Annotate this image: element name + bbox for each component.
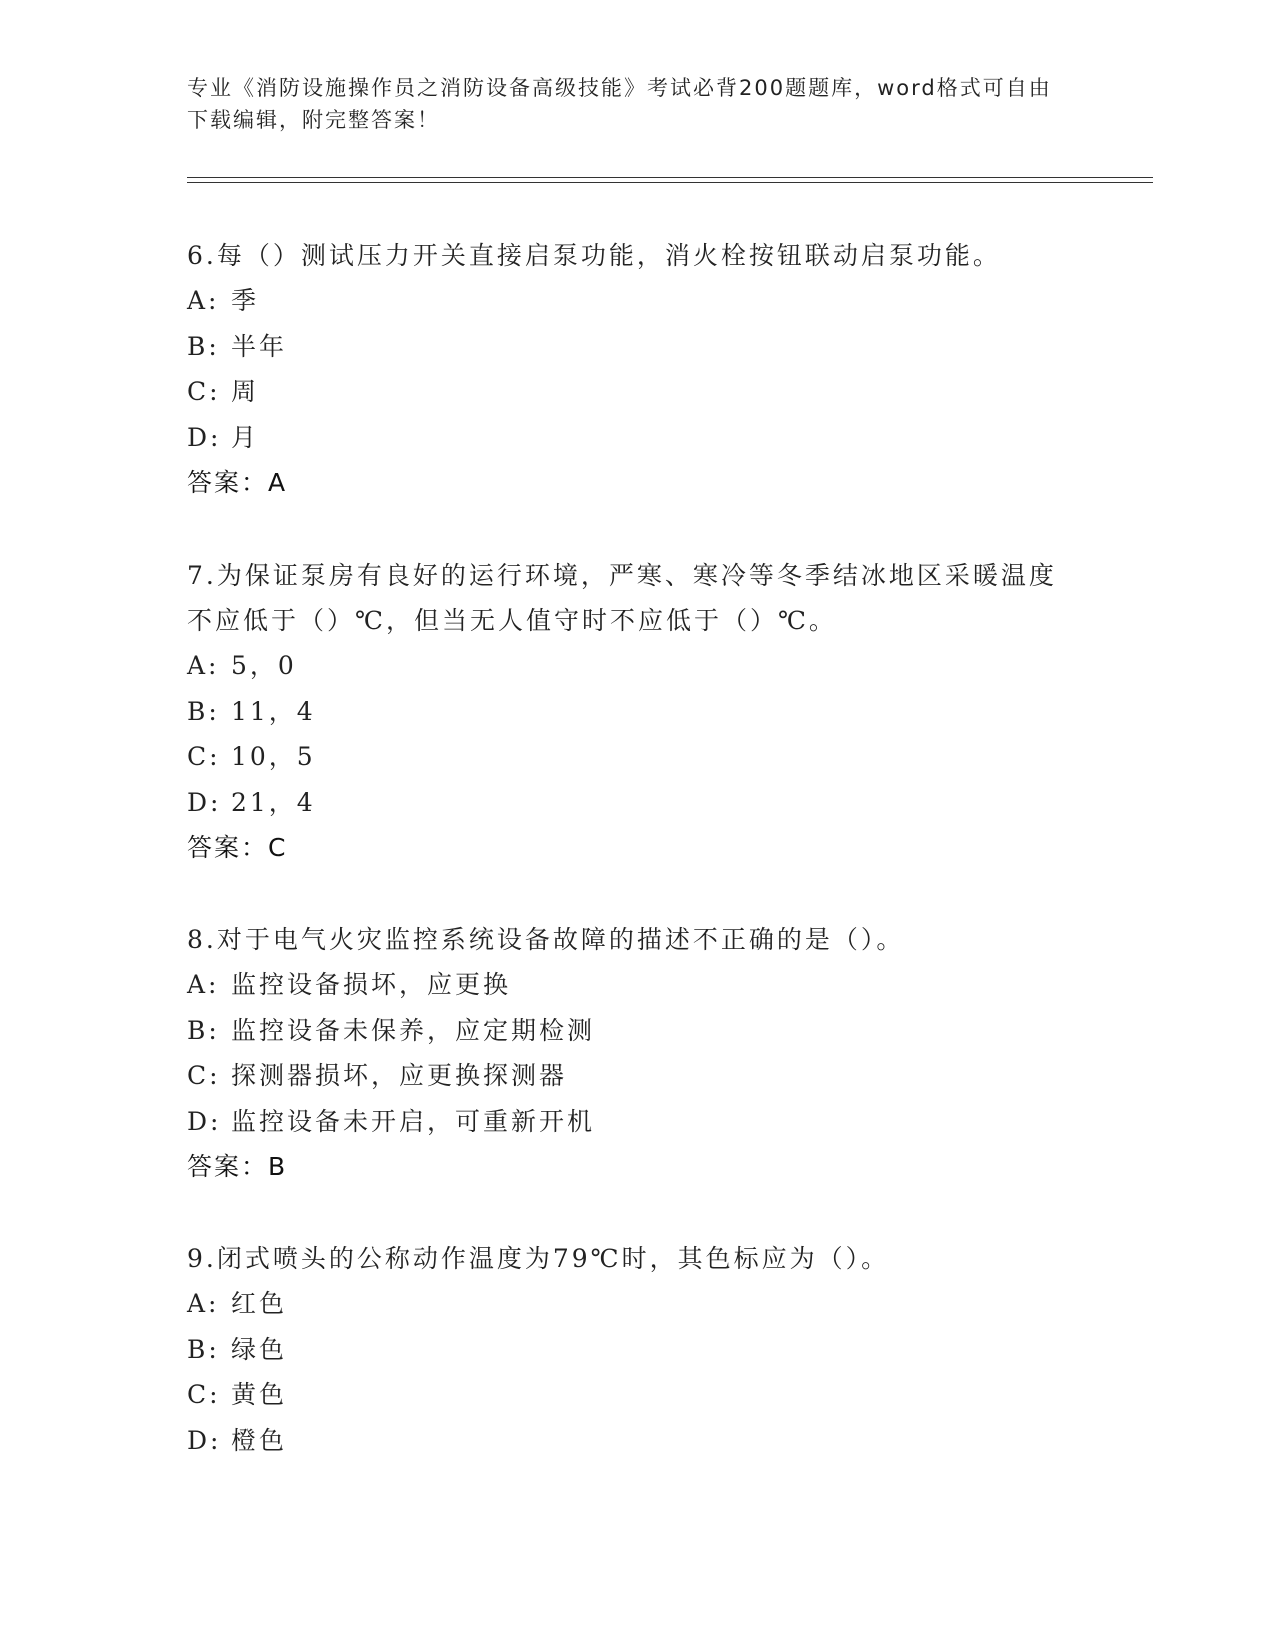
question-stem: 8.对于电气火灾监控系统设备故障的描述不正确的是（）。 xyxy=(187,925,905,954)
option-b xyxy=(187,324,1067,370)
option-letter: C: xyxy=(187,742,221,771)
document-header: 专业《消防设施操作员之消防设备高级技能》考试必背200题题库，word格式可自由下载编辑，附完整答案！ xyxy=(187,76,1052,132)
option-text: 周 xyxy=(231,377,260,406)
option-text: 5，0 xyxy=(231,651,297,680)
option-text: 半年 xyxy=(231,331,288,361)
answer-line: 答案：B xyxy=(187,1152,288,1181)
option-letter: B: xyxy=(187,1015,220,1045)
option-letter: A: xyxy=(187,1289,220,1318)
option-text: 绿色 xyxy=(231,1334,288,1364)
option-d xyxy=(187,780,1067,826)
question-8 xyxy=(187,917,1067,1190)
option-text: 监控设备未开启，可重新开机 xyxy=(231,1106,596,1136)
option-letter: D: xyxy=(187,422,222,452)
option-a xyxy=(187,278,1067,324)
option-c xyxy=(187,734,1067,780)
option-d xyxy=(187,1418,1067,1464)
option-text: 红色 xyxy=(231,1289,288,1318)
option-text: 季 xyxy=(231,286,260,315)
option-text: 11，4 xyxy=(231,696,316,726)
option-letter: B: xyxy=(187,1334,220,1364)
option-text: 探测器损坏，应更换探测器 xyxy=(231,1061,568,1090)
option-text: 月 xyxy=(231,422,260,452)
option-letter: D: xyxy=(187,1425,222,1455)
option-letter: A: xyxy=(187,651,220,680)
question-stem: 6.每（）测试压力开关直接启泵功能，消火栓按钮联动启泵功能。 xyxy=(187,241,1001,270)
option-text: 21，4 xyxy=(231,787,316,817)
option-c xyxy=(187,1372,1067,1418)
option-b xyxy=(187,1327,1067,1373)
option-text: 10，5 xyxy=(231,742,316,771)
question-stem: 9.闭式喷头的公称动作温度为79℃时，其色标应为（）。 xyxy=(187,1244,890,1273)
option-b xyxy=(187,689,1067,735)
option-letter: A: xyxy=(187,970,220,999)
option-letter: B: xyxy=(187,331,220,361)
option-text: 监控设备损坏，应更换 xyxy=(231,970,512,999)
option-a xyxy=(187,962,1067,1008)
option-text: 监控设备未保养，应定期检测 xyxy=(231,1015,596,1045)
option-b xyxy=(187,1008,1067,1054)
option-letter: D: xyxy=(187,1106,222,1136)
option-letter: C: xyxy=(187,377,221,406)
option-c xyxy=(187,369,1067,415)
question-6 xyxy=(187,233,1067,506)
option-letter: A: xyxy=(187,286,220,315)
question-stem: 7.为保证泵房有良好的运行环境，严寒、寒冷等冬季结冰地区采暖温度不应低于（）℃，但当无人值守时不应低于（）℃。 xyxy=(187,561,1057,635)
question-9 xyxy=(187,1236,1067,1463)
option-d xyxy=(187,415,1067,461)
option-d xyxy=(187,1099,1067,1145)
option-text: 黄色 xyxy=(231,1380,288,1409)
question-7 xyxy=(187,553,1067,871)
option-letter: B: xyxy=(187,696,220,726)
answer-line: 答案：A xyxy=(187,468,288,497)
header-divider-top xyxy=(187,177,1153,178)
option-letter: D: xyxy=(187,787,222,817)
option-c xyxy=(187,1053,1067,1099)
option-text: 橙色 xyxy=(231,1425,288,1455)
option-a xyxy=(187,1281,1067,1327)
option-letter: C: xyxy=(187,1380,221,1409)
option-letter: C: xyxy=(187,1061,221,1090)
answer-line: 答案：C xyxy=(187,833,288,862)
header-divider-bottom xyxy=(187,182,1153,183)
option-a xyxy=(187,643,1067,689)
